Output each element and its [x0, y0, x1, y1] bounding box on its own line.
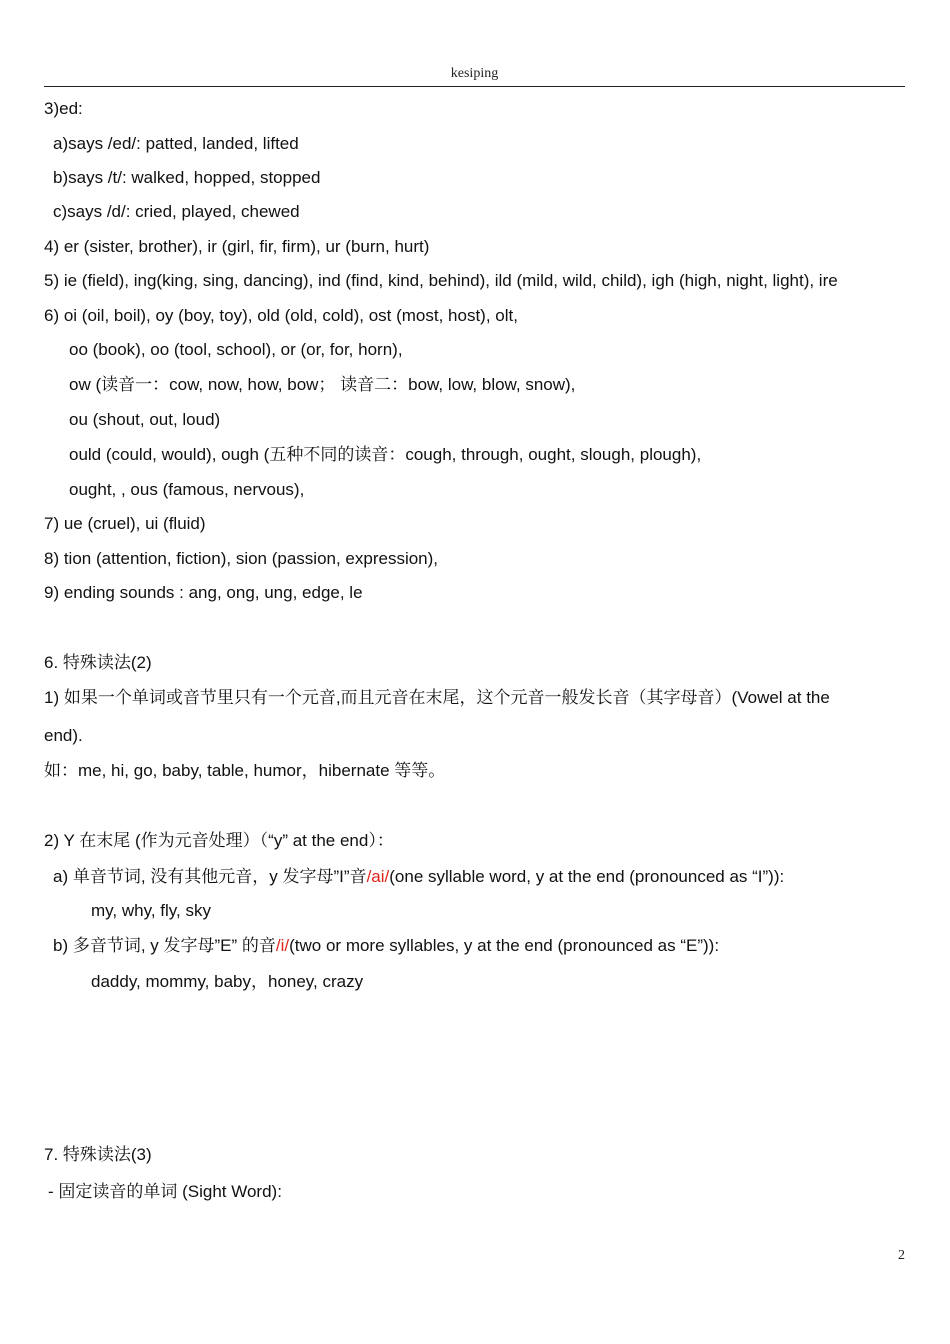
- rule-1-text: 1) 如果一个单词或音节里只有一个元音,而且元音在末尾，这个元音一般发长音（其字母音）(Vowel at the: [44, 688, 830, 707]
- rule-2-heading: 2) Y 在末尾 (作为元音处理）（“y” at the end）：: [44, 831, 394, 850]
- rule-2a-examples: my, why, fly, sky: [91, 901, 211, 920]
- item-6-ow: ow (读音一：cow, now, how, bow； 读音二：bow, low, blow, snow),: [69, 375, 576, 394]
- page-number: 2: [898, 1248, 905, 1263]
- section-ed-heading: 3)ed:: [44, 99, 83, 118]
- rule-2b-english: (two or more syllables, y at the end (pronounced as “E”)):: [289, 936, 720, 955]
- rule-1-examples: 如：me, hi, go, baby, table, humor，hibernate 等等。: [44, 761, 446, 780]
- rule-2a-text: a) 单音节词, 没有其他元音，y 发字母”I”音: [53, 867, 367, 886]
- item-5: 5) ie (field), ing(king, sing, dancing), ind (find, kind, behind), ild (mild, wild, child), igh (high, night, light), ire: [44, 271, 838, 290]
- phonetic-ai: /ai/: [366, 867, 390, 886]
- item-7: 7) ue (cruel), ui (fluid): [44, 514, 206, 533]
- item-6-oo: oo (book), oo (tool, school), or (or, for, horn),: [69, 340, 403, 359]
- item-6-ought: ought, , ous (famous, nervous),: [69, 480, 305, 499]
- rule-2b-text: b) 多音节词, y 发字母”E” 的音: [53, 936, 276, 955]
- rule-2a-english: (one syllable word, y at the end (pronounced as “I”)):: [389, 867, 785, 886]
- rule-2a: [53, 866, 784, 888]
- rule-d: c)says /d/: cried, played, chewed: [53, 202, 300, 221]
- rule-1-end: end).: [44, 726, 83, 745]
- header-title: kesiping: [450, 66, 499, 81]
- item-6-ou: ou (shout, out, loud): [69, 410, 221, 429]
- rule-2b-examples: daddy, mommy, baby，honey, crazy: [91, 972, 364, 991]
- item-4: 4) er (sister, brother), ir (girl, fir, firm), ur (burn, hurt): [44, 237, 430, 256]
- rule-ed: a)says /ed/: patted, landed, lifted: [53, 134, 299, 153]
- page-header: [44, 66, 905, 87]
- rule-2b: [53, 935, 719, 957]
- sight-word-label: - 固定读音的单词 (Sight Word):: [48, 1182, 282, 1201]
- item-6-ould: ould (could, would), ough (五种不同的读音：cough, through, ought, slough, plough),: [69, 445, 702, 464]
- item-8: 8) tion (attention, fiction), sion (passion, expression),: [44, 549, 439, 568]
- item-6: 6) oi (oil, boil), oy (boy, toy), old (old, cold), ost (most, host), olt,: [44, 306, 518, 325]
- section-6-heading: 6. 特殊读法(2): [44, 653, 152, 672]
- rule-t: b)says /t/: walked, hopped, stopped: [53, 168, 321, 187]
- section-7-heading: 7. 特殊读法(3): [44, 1145, 152, 1164]
- phonetic-i: /i/: [275, 936, 290, 955]
- item-9: 9) ending sounds : ang, ong, ung, edge, le: [44, 583, 363, 602]
